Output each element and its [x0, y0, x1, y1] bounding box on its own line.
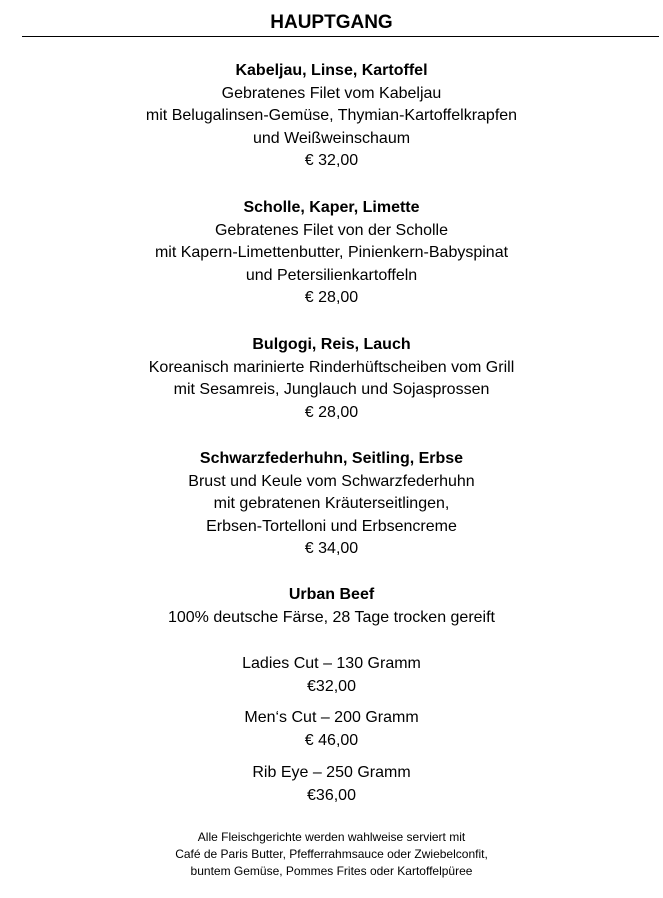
dish-item — [0, 197, 663, 310]
dish-item — [0, 448, 663, 561]
beef-cut-item — [0, 707, 663, 752]
page-title: HAUPTGANG — [270, 12, 393, 33]
beef-cut-label: Men‘s Cut – 200 Gramm — [244, 709, 419, 726]
note-line: Café de Paris Butter, Pfefferrahmsauce oder Zwiebelconfit, — [175, 847, 488, 861]
dish-description-line: mit Kapern-Limettenbutter, Pinienkern-Babyspinat — [154, 244, 509, 262]
note-line: Alle Fleischgerichte werden wahlweise serviert mit — [197, 830, 466, 844]
dish-name: Scholle, Kaper, Limette — [243, 199, 420, 216]
dish-description-line: und Petersilienkartoffeln — [245, 266, 418, 284]
dish-description-line: Gebratenes Filet von der Scholle — [214, 221, 448, 239]
beef-cut-item — [0, 762, 663, 807]
beef-section — [0, 584, 663, 629]
dish-description-line: mit gebratenen Kräuterseitlingen, — [213, 495, 450, 513]
dish-price: € 34,00 — [304, 540, 359, 558]
title-divider — [22, 36, 659, 37]
beef-cut-label: Ladies Cut – 130 Gramm — [242, 655, 421, 672]
dish-item — [0, 334, 663, 424]
beef-cut-label: Rib Eye – 250 Gramm — [252, 764, 411, 781]
dish-description-line: Brust und Keule vom Schwarzfederhuhn — [188, 472, 475, 490]
beef-cut-price: €36,00 — [307, 786, 356, 804]
dish-description-line: Gebratenes Filet vom Kabeljau — [221, 84, 442, 102]
side-dishes-note — [0, 829, 663, 880]
dish-name: Kabeljau, Linse, Kartoffel — [235, 62, 428, 79]
dish-price: € 32,00 — [304, 152, 359, 170]
dish-name: Schwarzfederhuhn, Seitling, Erbse — [199, 450, 464, 467]
note-line: buntem Gemüse, Pommes Frites oder Kartoffelpüree — [190, 864, 473, 878]
beef-cut-price: €32,00 — [307, 677, 356, 695]
beef-cut-price: € 46,00 — [304, 731, 359, 749]
dish-price: € 28,00 — [304, 403, 359, 421]
dish-name: Urban Beef — [288, 586, 375, 603]
dish-name: Bulgogi, Reis, Lauch — [252, 336, 411, 353]
dish-description-line: Erbsen-Tortelloni und Erbsencreme — [206, 517, 457, 535]
dish-price: € 28,00 — [304, 289, 359, 307]
dish-description-line: Koreanisch marinierte Rinderhüftscheiben vom Grill — [148, 358, 515, 376]
dish-description-line: mit Belugalinsen-Gemüse, Thymian-Kartoffelkrapfen — [145, 107, 518, 125]
dish-description-line: und Weißweinschaum — [252, 129, 411, 147]
beef-cut-item — [0, 653, 663, 698]
dish-item — [0, 60, 663, 173]
dish-description-line: mit Sesamreis, Junglauch und Sojasprossen — [173, 381, 490, 399]
dish-description-line: 100% deutsche Färse, 28 Tage trocken gereift — [167, 608, 495, 626]
